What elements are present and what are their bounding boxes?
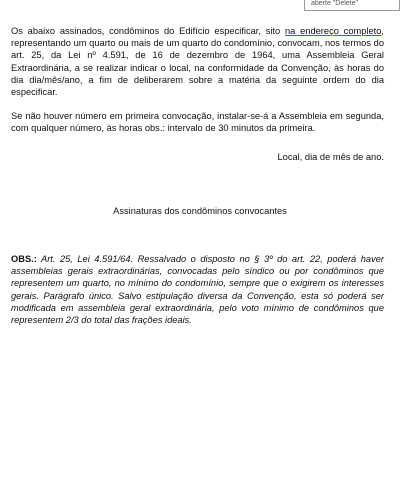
second-call-paragraph: Se não houver número em primeira convocação, instalar-se-á a Assembleia em segunda, com qualquer número, às horas obs.: intervalo de 30 minutos da primeira. bbox=[11, 111, 384, 134]
comment-text: aberte "Delete" bbox=[311, 0, 358, 7]
obs-label: OBS.: bbox=[11, 254, 37, 264]
convocation-paragraph bbox=[11, 25, 384, 98]
signatures-title: Assinaturas dos condôminos convocantes bbox=[113, 206, 287, 216]
obs-text: Art. 25, Lei 4.591/64. Ressalvado o disposto no § 3º do art. 22, poderá haver assembleias gerais extraordinárias, convocadas pelo síndico ou por condôminos que representem um quarto, no mínimo do condomínio, sempre que o exigirem os interesses gerais. Parágrafo único. Salvo estipulação diversa da Convenção, esta só poderá ser modificada em assembleia geral extraordinária, pelo voto mínimo de condôminos que representem 2/3 do total das frações ideais. bbox=[11, 254, 384, 326]
address-field: na endereço completo bbox=[284, 26, 382, 36]
place-date-line: Local, dia de mês de ano. bbox=[277, 152, 384, 162]
comment-balloon[interactable] bbox=[304, 0, 400, 11]
paragraph1-text-start: Os abaixo assinados, condôminos do Edifício especificar, sito bbox=[11, 26, 285, 36]
paragraph1-text-end: , representando um quarto ou mais de um quarto do condomínio, convocam, nos termos do art. 25, da Lei nº 4.591, de 16 de dezembro de 1964, uma Assembleia Geral Extraordinária, a se realizar indicar o local, na conformidade da Convenção, às horas do dia dia/mês/ano, a fim de deliberarem sobre a matéria da seguinte ordem do dia especificar. bbox=[11, 26, 384, 98]
obs-note bbox=[11, 253, 384, 326]
